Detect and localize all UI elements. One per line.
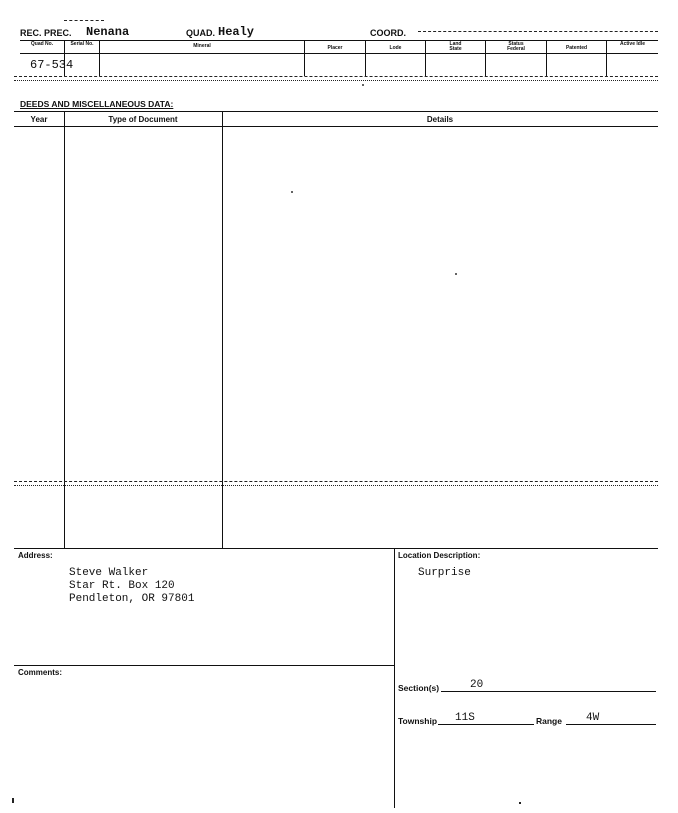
lower-center-divider [394, 548, 395, 808]
rec-prec-label: REC. PREC. [20, 28, 72, 38]
coord-label: COORD. [370, 28, 406, 38]
deeds-col-type: Type of Document [108, 115, 178, 124]
township-underline [438, 724, 534, 725]
quad-value: Healy [218, 25, 255, 39]
claim-table-bottom-dashed-2 [14, 80, 658, 81]
deeds-header-rule [14, 126, 658, 127]
claim-table-bottom-dashed [14, 76, 658, 77]
top-dashed-rule-right [418, 31, 658, 32]
speck [291, 191, 293, 193]
section-value: 20 [470, 679, 484, 691]
claim-table-header-rule [20, 53, 658, 54]
quad-label: QUAD. [186, 28, 215, 38]
address-line: Steve Walker [69, 567, 149, 579]
location-description-label: Location Description: [398, 551, 481, 560]
header-status-federal: Status Federal [507, 41, 525, 52]
deeds-col-div-1 [64, 111, 65, 548]
range-underline [566, 724, 656, 725]
speck [362, 84, 364, 86]
deeds-col-details: Details [426, 115, 454, 124]
header-serial-no: Serial No. [70, 41, 94, 47]
margin-tick [519, 802, 521, 804]
deeds-col-div-2 [222, 111, 223, 548]
deeds-top-rule [14, 111, 658, 112]
header-lode: Lode [389, 45, 402, 51]
rec-prec-value: Nenana [86, 25, 130, 39]
address-line: Star Rt. Box 120 [69, 580, 175, 592]
range-value: 4W [586, 712, 600, 724]
range-label: Range [536, 716, 562, 726]
deeds-col-year: Year [30, 115, 48, 124]
comments-top-rule [14, 665, 394, 666]
section-underline [441, 691, 656, 692]
header-placer: Placer [327, 45, 343, 51]
address-line: Pendleton, OR 97801 [69, 593, 195, 605]
margin-tick [12, 798, 14, 803]
header-mineral: Mineral [193, 43, 211, 49]
claim-table-top-rule [20, 40, 658, 41]
header-active-idle: Active Idle [619, 41, 645, 47]
header-land-state: Land State [449, 41, 462, 52]
deeds-mid-dashed-rule [14, 481, 658, 482]
lower-section-top-rule [14, 548, 658, 549]
quad-no-value: 67-534 [30, 58, 74, 72]
header-quad-no: Quad No. [30, 41, 54, 47]
location-description-value: Surprise [418, 567, 471, 579]
township-label: Township [398, 716, 438, 726]
comments-label: Comments: [18, 668, 63, 677]
section-label: Section(s) [398, 683, 440, 693]
address-label: Address: [18, 551, 53, 560]
deeds-mid-dashed-rule-2 [14, 485, 658, 486]
deeds-section-title: DEEDS AND MISCELLANEOUS DATA: [20, 99, 174, 109]
header-patented: Patented [565, 45, 588, 51]
top-dashed-rule [64, 20, 104, 21]
township-value: 11S [455, 712, 475, 724]
speck [455, 273, 457, 275]
